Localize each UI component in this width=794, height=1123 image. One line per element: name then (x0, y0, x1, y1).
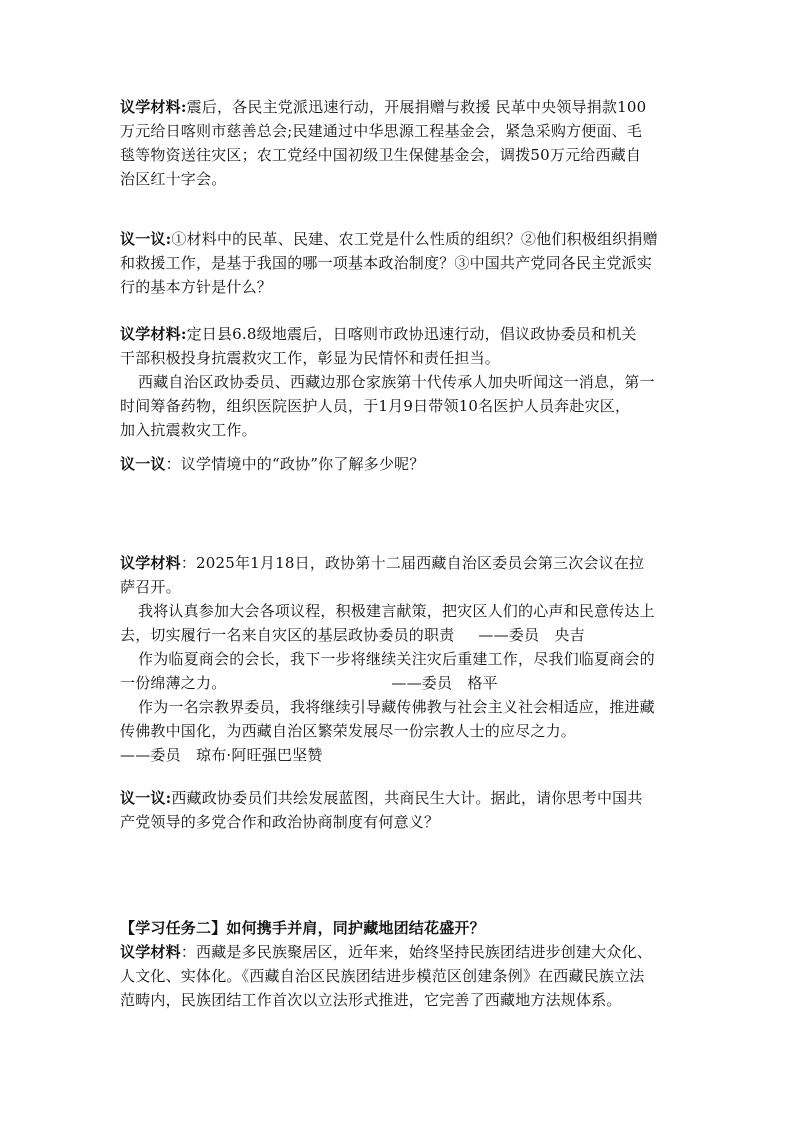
line: 和救援工作，是基于我国的哪一项基本政治制度？③中国共产党同各民主党派实 (120, 254, 653, 272)
discussion-label: 议一议 (120, 789, 166, 807)
material-label: 议学材料 (120, 325, 181, 343)
signature: ——委员 格平 (391, 674, 498, 692)
discussion-question-2 (120, 452, 680, 476)
line (120, 551, 680, 575)
text: 去，切实履行一名来自灾区的基层政协委员的职责 (120, 626, 455, 644)
material-label: 议学材料 (120, 554, 181, 572)
material-paragraph-1 (120, 95, 680, 191)
line: 议学材料:震后，各民主党派迅速行动，开展捐赠与救援 民革中央领导捐款100 (120, 98, 647, 116)
discussion-label: 议一议 (120, 230, 166, 248)
line: 产党领导的多党合作和政治协商制度有何意义？ (120, 813, 440, 831)
material-paragraph-3 (120, 551, 680, 767)
line: 治区红十字会。 (120, 170, 227, 188)
line: 毯等物资送往灾区；农工党经中国初级卫生保健基金会，调拨50万元给西藏自 (120, 146, 642, 164)
line: 万元给日喀则市慈善总会;民建通过中华思源工程基金会，紧急采购方便面、毛 (120, 122, 643, 140)
discussion-question-1 (120, 227, 680, 299)
line (120, 452, 680, 476)
discussion-label: 议一议 (120, 455, 166, 473)
line: 人文化、实体化。《西藏自治区民族团结进步模范区创建条例》在西藏民族立法 (120, 967, 645, 985)
line: 行的基本方针是什么？ (120, 278, 273, 296)
text: 震后，各民主党派迅速行动，开展捐赠与救援 民革中央领导捐款100 (186, 98, 647, 116)
line: 议一议:①材料中的民革、民建、农工党是什么性质的组织？②他们积极组织捐赠 (120, 230, 658, 248)
line: 干部积极投身抗震救灾工作，彰显为民情怀和责任担当。 (120, 349, 501, 367)
text: ：2025年1月18日，政协第十二届西藏自治区委员会第三次会议在拉 (180, 554, 645, 572)
text: ：西藏是多民族聚居区，近年来，始终坚持民族团结进步创建大众化、 (180, 943, 653, 961)
line (120, 671, 680, 695)
text: 定日县6.8级地震后，日喀则市政协迅速行动，倡议政协委员和机关 (186, 325, 637, 343)
discussion-question-3 (120, 786, 680, 834)
text: 一份绵薄之力。 (120, 674, 227, 692)
material-label: 议学材料 (120, 943, 181, 961)
material-label: 议学材料 (120, 98, 181, 116)
text: ：议学情境中的“政协”你了解多少呢？ (165, 455, 425, 473)
text: ①材料中的民革、民建、农工党是什么性质的组织？②他们积极组织捐赠 (171, 230, 658, 248)
line: 议学材料:定日县6.8级地震后，日喀则市政协迅速行动，倡议政协委员和机关 (120, 325, 637, 343)
signature: ——委员 琼布·阿旺强巴坚赞 (120, 746, 323, 764)
line: 作为一名宗教界委员，我将继续引导藏传佛教与社会主义社会相适应，推进藏 (138, 698, 655, 716)
text: 西藏政协委员们共绘发展蓝图，共商民生大计。据此，请你思考中国共 (171, 789, 643, 807)
line: 议一议:西藏政协委员们共绘发展蓝图，共商民生大计。据此，请你思考中国共 (120, 789, 643, 807)
line: 我将认真参加大会各项议程，积极建言献策，把灾区人们的心声和民意传达上 (138, 602, 655, 620)
line: 范畴内，民族团结工作首次以立法形式推进，它完善了西藏地方法规体系。 (120, 991, 622, 1009)
line: 加入抗震救灾工作。 (120, 421, 257, 439)
learning-task-2 (120, 916, 680, 1012)
line: 传佛教中国化，为西藏自治区繁荣发展尽一份宗教人士的应尽之力。 (120, 722, 577, 740)
task-title: 【学习任务二】如何携手并肩，同护藏地团结花盛开？ (120, 919, 485, 937)
line (120, 940, 680, 964)
line (120, 623, 680, 647)
line: 作为临夏商会的会长，我下一步将继续关注灾后重建工作，尽我们临夏商会的 (138, 650, 655, 668)
material-paragraph-2 (120, 322, 680, 442)
line: 萨召开。 (120, 578, 181, 596)
line: 西藏自治区政协委员、西藏边那仓家族第十代传承人加央听闻这一消息，第一 (138, 373, 655, 391)
signature: ——委员 央吉 (478, 626, 585, 644)
line: 时间筹备药物，组织医院医护人员，于1月9日带领10名医护人员奔赴灾区， (120, 397, 631, 415)
